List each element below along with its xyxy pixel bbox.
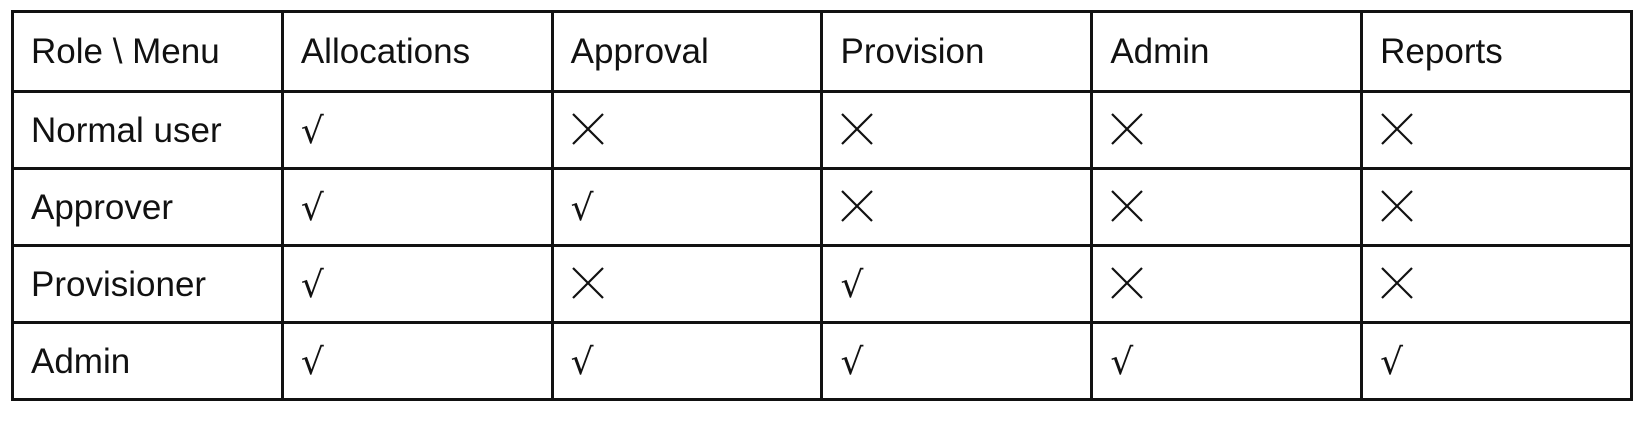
permission-cell <box>1092 246 1362 323</box>
cross-icon <box>840 189 874 223</box>
permission-cell <box>1362 323 1632 400</box>
header-role-menu: Role \ Menu <box>13 12 283 92</box>
role-cell: Admin <box>13 323 283 400</box>
permission-cell <box>1092 169 1362 246</box>
check-icon: √ <box>300 342 324 383</box>
permission-cell <box>822 169 1092 246</box>
table-row <box>13 169 1632 246</box>
permission-cell <box>1092 92 1362 169</box>
permission-cell <box>282 169 552 246</box>
table-row <box>13 323 1632 400</box>
cross-icon <box>571 266 605 300</box>
cross-icon <box>1110 266 1144 300</box>
permission-cell <box>282 323 552 400</box>
permission-cell <box>822 323 1092 400</box>
check-icon: √ <box>1380 342 1404 383</box>
permission-cell <box>552 246 822 323</box>
cross-icon <box>1110 112 1144 146</box>
permission-cell <box>552 323 822 400</box>
check-icon: √ <box>300 265 324 306</box>
permission-cell <box>822 246 1092 323</box>
table-header-row <box>13 12 1632 92</box>
permission-cell <box>552 169 822 246</box>
cross-icon <box>571 112 605 146</box>
check-icon: √ <box>840 265 864 306</box>
cross-icon <box>1380 112 1414 146</box>
permission-cell <box>1362 169 1632 246</box>
permission-cell <box>282 246 552 323</box>
header-allocations: Allocations <box>282 12 552 92</box>
permissions-table <box>11 10 1633 401</box>
permission-cell <box>1362 246 1632 323</box>
cross-icon <box>1110 189 1144 223</box>
permission-cell <box>282 92 552 169</box>
role-cell: Provisioner <box>13 246 283 323</box>
check-icon: √ <box>570 188 594 229</box>
role-cell: Normal user <box>13 92 283 169</box>
check-icon: √ <box>840 342 864 383</box>
cross-icon <box>840 112 874 146</box>
check-icon: √ <box>300 188 324 229</box>
cross-icon <box>1380 189 1414 223</box>
check-icon: √ <box>570 342 594 383</box>
permission-cell <box>552 92 822 169</box>
header-provision: Provision <box>822 12 1092 92</box>
cross-icon <box>1380 266 1414 300</box>
header-approval: Approval <box>552 12 822 92</box>
permission-cell <box>1362 92 1632 169</box>
check-icon: √ <box>1110 342 1134 383</box>
check-icon: √ <box>300 111 324 152</box>
header-reports: Reports <box>1362 12 1632 92</box>
table-row <box>13 92 1632 169</box>
permission-cell <box>822 92 1092 169</box>
header-admin: Admin <box>1092 12 1362 92</box>
role-cell: Approver <box>13 169 283 246</box>
table-row <box>13 246 1632 323</box>
permission-cell <box>1092 323 1362 400</box>
